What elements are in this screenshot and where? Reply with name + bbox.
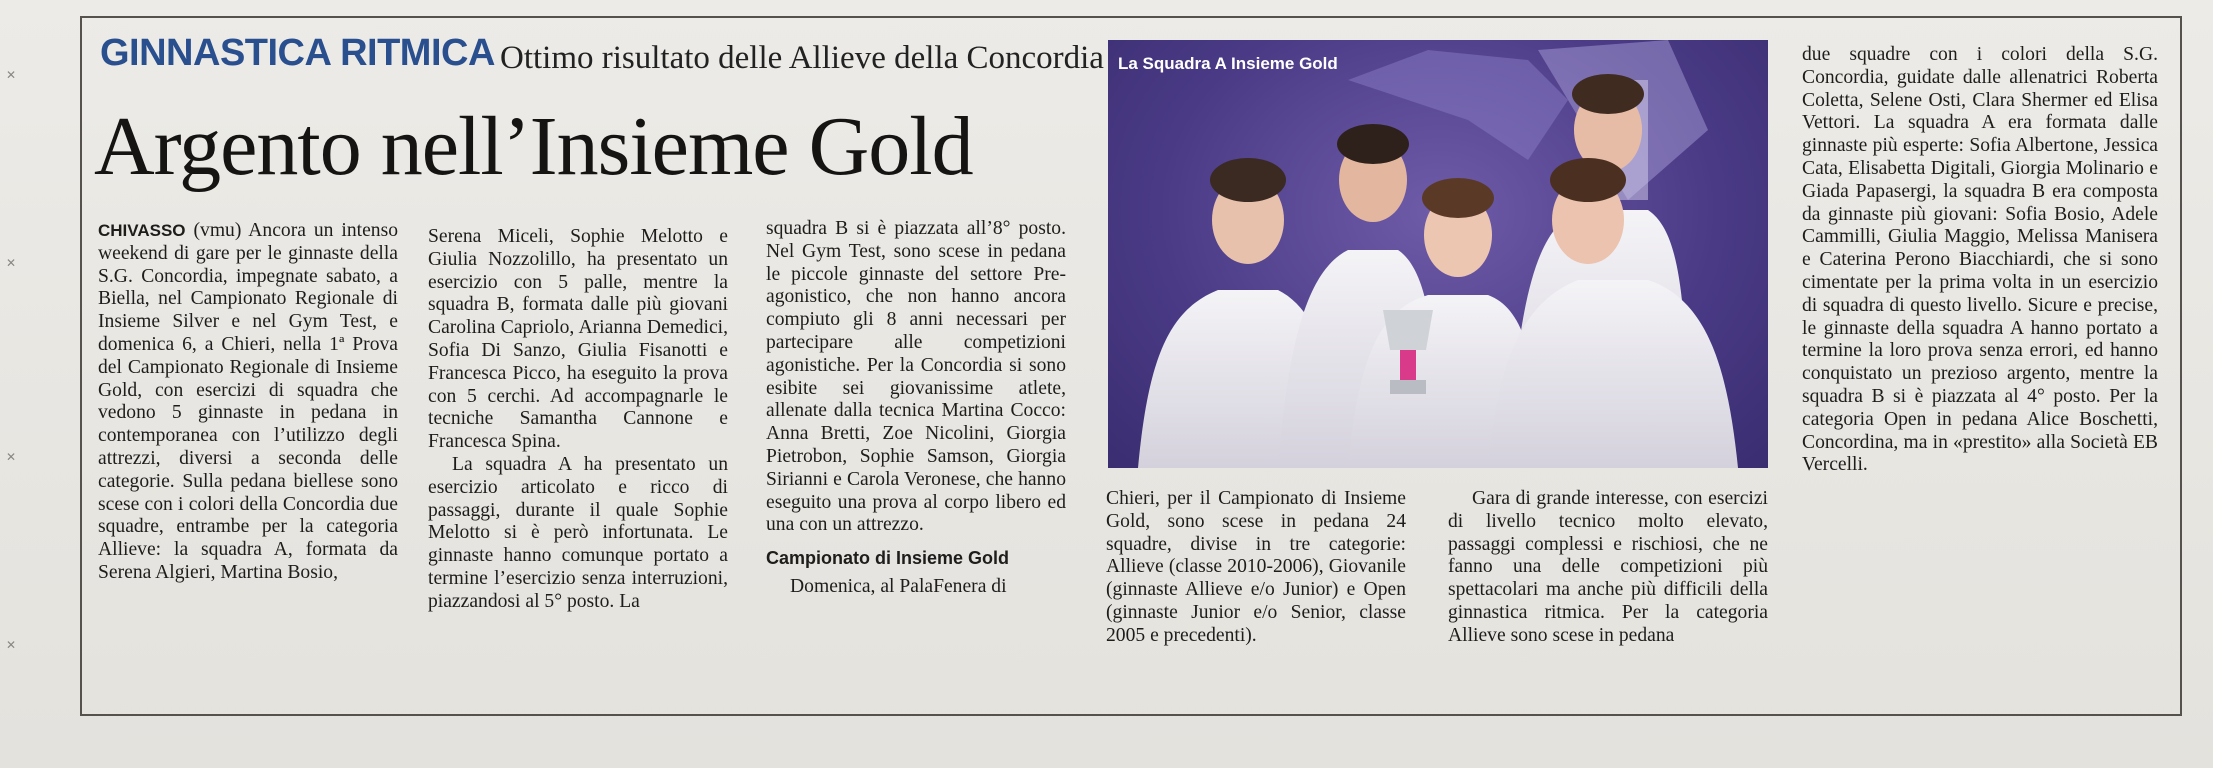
punch-hole-mark: ✕: [6, 450, 17, 464]
photo-caption: La Squadra A Insieme Gold: [1118, 54, 1338, 73]
text-column-4: [1106, 488, 1406, 648]
punch-hole-mark: ✕: [6, 68, 17, 82]
article-subhead: Ottimo risultato delle Allieve della Concordia: [500, 40, 1104, 76]
body-paragraph: Chieri, per il Campionato di Insieme Gold, sono scese in pedana 24 squadre, divise in tre categorie: Allieve (classe 2010-2006), Giovanile (ginnaste Allieve e/o Junior) e Open (ginnaste Junior e/o Senior, classe 2005 e precedenti).: [1106, 488, 1406, 646]
dateline-place: CHIVASSO: [98, 221, 186, 240]
dateline-author: (vmu): [193, 220, 242, 241]
section-heading: Campionato di Insieme Gold: [766, 548, 1010, 569]
text-column-3: [766, 218, 1066, 599]
article-kicker: GINNASTICA RITMICA: [100, 32, 495, 74]
body-paragraph: Serena Miceli, Sophie Melotto e Giulia Nozzolillo, ha presentato un esercizio con 5 palle, mentre la squadra B, formata dalle più giovani Carolina Capriolo, Arianna Demedici, Sofia Di Sanzo, Giulia Fisanotti e Francesca Picco, ha eseguito la prova con 5 cerchi. Ad accompagnarle le tecniche Samantha Cannone e Francesca Spina.: [428, 226, 728, 453]
body-text: Ancora un intenso weekend di gare per le ginnaste della S.G. Concordia, impegnate sabato, a Biella, nel Campionato Regionale di Insieme Silver e nel Gym Test, e domenica 6, a Chieri, nella 1ª Prova del Campionato Regionale di Insieme Gold, con esercizi di squadra che vedono 5 ginnaste in pedana in contemporanea con l’utilizzo degli attrezzi, diversi a seconda delle categorie. Sulla pedana biellese sono scese con i colori della Concordia due squadre, entrambe per la categoria Allieve: la squadra A, formata da Serena Algieri, Martina Bosio,: [98, 220, 399, 583]
body-paragraph: Domenica, al PalaFenera di: [790, 575, 1007, 597]
text-column-2: [428, 226, 728, 614]
punch-hole-mark: ✕: [6, 638, 17, 652]
text-column-6: [1802, 44, 2158, 477]
article-headline: Argento nell’Insieme Gold: [94, 100, 973, 193]
body-paragraph: Gara di grande interesse, con esercizi di livello tecnico molto elevato, passaggi complessi e rischiosi, che ne fanno una delle competizioni più spettacolari ma anche più difficili della ginnastica ritmica. Per la categoria Allieve sono scese in pedana: [1448, 488, 1768, 646]
body-paragraph: due squadre con i colori della S.G. Concordia, guidate dalle allenatrici Roberta Coletta, Selene Osti, Clara Shermer ed Elisa Vettori. La squadra A era formata dalle ginnaste più esperte: Sofia Albertone, Jessica Cata, Elisabetta Digitali, Giorgia Molinario e Giada Papasergi, la squadra B era composta da ginnaste più giovani: Sofia Bosio, Adele Cammilli, Giulia Maggio, Melissa Manisera e Caterina Perono Biacchiardi, che si sono cimentate per la prima volta in un esercizio di squadra di questo livello. Sicure e precise, le ginnaste della squadra A hanno portato a termine la loro prova senza errori, ed hanno conquistato un prezioso argento, mentre la squadra B si è piazzata al 4° posto. Per la categoria Open in pedana Alice Boschetti, Concordina, ma in «prestito» alla Società EB Vercelli.: [1802, 44, 2158, 476]
body-paragraph: squadra B si è piazzata all’8° posto. Nel Gym Test, sono scese in pedana le piccole ginnaste del settore Pre-agonistico, che non hanno ancora compiuto gli 8 anni necessari per partecipare alle competizioni agonistiche. Per la Concordia si sono esibite sei giovanissime atlete, allenate dalla tecnica Martina Cocco: Anna Bretti, Zoe Nicolini, Giorgia Pietrobon, Sophie Samson, Giorgia Sirianni e Carola Veronese, che hanno eseguito una prova al corpo libero ed una con un attrezzo.: [766, 218, 1066, 536]
text-column-5: [1448, 488, 1768, 648]
punch-hole-mark: ✕: [6, 256, 17, 270]
team-photo-illustration: [1108, 40, 1768, 468]
body-paragraph: La squadra A ha presentato un esercizio articolato e ricco di passaggi, durante il quale Sophie Melotto si è però infortunata. Le ginnaste hanno comunque portato a termine l’esercizio senza interruzioni, piazzandosi al 5° posto. La: [428, 453, 728, 612]
text-column-1: [98, 220, 398, 585]
team-photo: [1108, 40, 1768, 468]
